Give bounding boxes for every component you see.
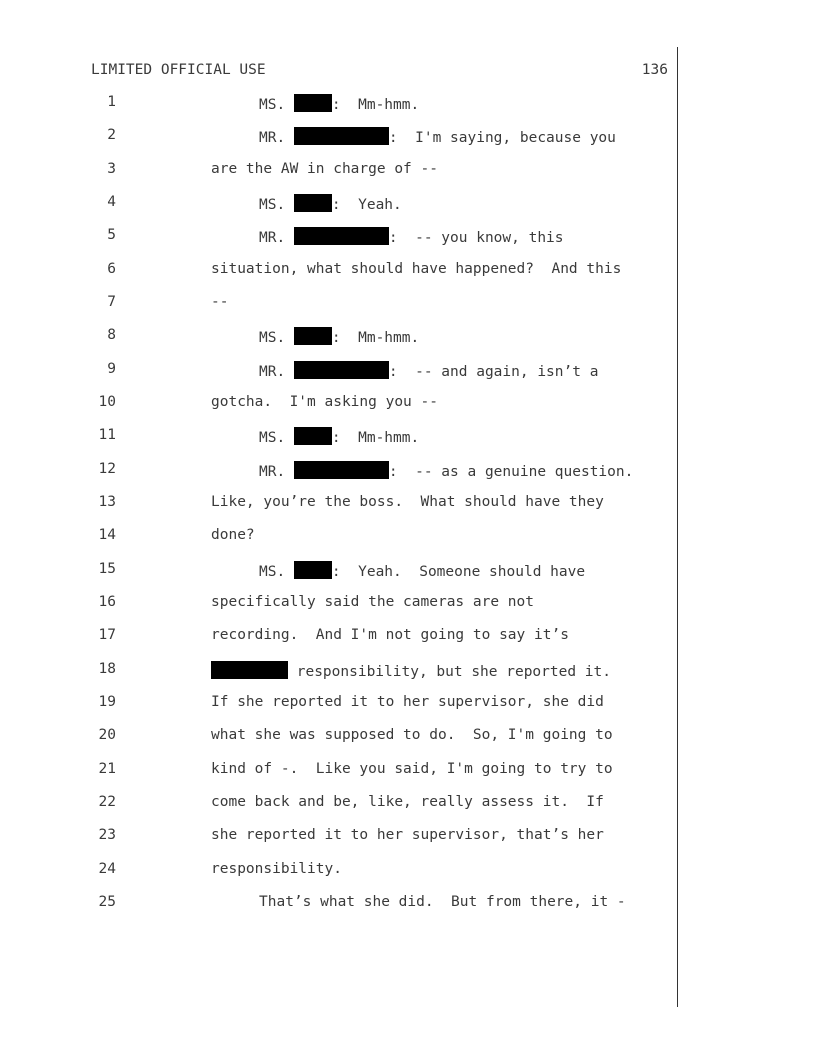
line-number: 14 bbox=[98, 527, 116, 543]
transcript-line bbox=[0, 694, 680, 718]
line-number: 4 bbox=[107, 194, 116, 210]
transcript-line bbox=[0, 761, 680, 785]
line-text: MR. : I'm saying, because you bbox=[259, 127, 616, 146]
line-number: 2 bbox=[107, 127, 116, 143]
line-text: -- bbox=[211, 294, 229, 310]
line-number: 1 bbox=[107, 94, 116, 110]
line-number: 6 bbox=[107, 261, 116, 277]
transcript-line bbox=[0, 327, 680, 351]
transcript-line bbox=[0, 894, 680, 918]
line-text: MR. : -- and again, isn’t a bbox=[259, 361, 598, 380]
line-text: MR. : -- you know, this bbox=[259, 227, 564, 246]
line-number: 17 bbox=[98, 627, 116, 643]
transcript-line bbox=[0, 361, 680, 385]
transcript-line bbox=[0, 527, 680, 551]
redaction-box bbox=[294, 561, 332, 579]
line-number: 22 bbox=[98, 794, 116, 810]
redaction-box bbox=[294, 227, 389, 245]
line-number: 25 bbox=[98, 894, 116, 910]
transcript-line bbox=[0, 494, 680, 518]
line-text: MS. : Yeah. bbox=[259, 194, 402, 213]
transcript-line bbox=[0, 661, 680, 685]
line-text: MS. : Mm-hmm. bbox=[259, 94, 419, 113]
transcript-line bbox=[0, 727, 680, 751]
line-text: specifically said the cameras are not bbox=[211, 594, 535, 610]
line-text: responsibility, but she reported it. bbox=[211, 661, 611, 680]
transcript-line bbox=[0, 861, 680, 885]
transcript-line bbox=[0, 827, 680, 851]
line-number: 20 bbox=[98, 727, 116, 743]
transcript-line bbox=[0, 161, 680, 185]
transcript-line bbox=[0, 427, 680, 451]
transcript-line bbox=[0, 127, 680, 151]
redaction-box bbox=[294, 361, 389, 379]
transcript-line bbox=[0, 194, 680, 218]
line-text: That’s what she did. But from there, it - bbox=[259, 894, 626, 910]
line-number: 21 bbox=[98, 761, 116, 777]
redaction-box bbox=[211, 661, 288, 679]
line-number: 9 bbox=[107, 361, 116, 377]
line-number: 10 bbox=[98, 394, 116, 410]
transcript-line bbox=[0, 394, 680, 418]
transcript-line bbox=[0, 94, 680, 118]
transcript-line bbox=[0, 294, 680, 318]
redaction-box bbox=[294, 461, 389, 479]
line-number: 13 bbox=[98, 494, 116, 510]
line-number: 11 bbox=[98, 427, 116, 443]
line-number: 24 bbox=[98, 861, 116, 877]
transcript-line bbox=[0, 594, 680, 618]
transcript-line bbox=[0, 227, 680, 251]
transcript-line bbox=[0, 261, 680, 285]
line-text: situation, what should have happened? And this bbox=[211, 261, 622, 277]
transcript-line bbox=[0, 627, 680, 651]
line-text: MS. : Mm-hmm. bbox=[259, 327, 419, 346]
line-text: done? bbox=[211, 527, 255, 543]
line-text: MR. : -- as a genuine question. bbox=[259, 461, 633, 480]
line-text: what she was supposed to do. So, I'm going to bbox=[211, 727, 613, 743]
line-text: responsibility. bbox=[211, 861, 342, 877]
line-text: kind of -. Like you said, I'm going to try to bbox=[211, 761, 613, 777]
line-text: gotcha. I'm asking you -- bbox=[211, 394, 438, 410]
line-number: 12 bbox=[98, 461, 116, 477]
line-text: come back and be, like, really assess it. If bbox=[211, 794, 604, 810]
redaction-box bbox=[294, 94, 332, 112]
page-number: 136 bbox=[641, 62, 668, 78]
transcript-line bbox=[0, 461, 680, 485]
line-text: If she reported it to her supervisor, she did bbox=[211, 694, 604, 710]
line-text: Like, you’re the boss. What should have they bbox=[211, 494, 604, 510]
line-text: she reported it to her supervisor, that’s her bbox=[211, 827, 604, 843]
line-number: 8 bbox=[107, 327, 116, 343]
transcript-line bbox=[0, 794, 680, 818]
redaction-box bbox=[294, 194, 332, 212]
line-number: 19 bbox=[98, 694, 116, 710]
line-text: are the AW in charge of -- bbox=[211, 161, 438, 177]
line-number: 23 bbox=[98, 827, 116, 843]
line-text: MS. : Mm-hmm. bbox=[259, 427, 419, 446]
redaction-box bbox=[294, 427, 332, 445]
redaction-box bbox=[294, 327, 332, 345]
line-number: 15 bbox=[98, 561, 116, 577]
page-header-label: LIMITED OFFICIAL USE bbox=[91, 62, 266, 78]
redaction-box bbox=[294, 127, 389, 145]
line-number: 16 bbox=[98, 594, 116, 610]
line-number: 5 bbox=[107, 227, 116, 243]
line-number: 7 bbox=[107, 294, 116, 310]
line-text: MS. : Yeah. Someone should have bbox=[259, 561, 585, 580]
line-number: 3 bbox=[107, 161, 116, 177]
line-number: 18 bbox=[98, 661, 116, 677]
line-text: recording. And I'm not going to say it’s bbox=[211, 627, 569, 643]
transcript-line bbox=[0, 561, 680, 585]
